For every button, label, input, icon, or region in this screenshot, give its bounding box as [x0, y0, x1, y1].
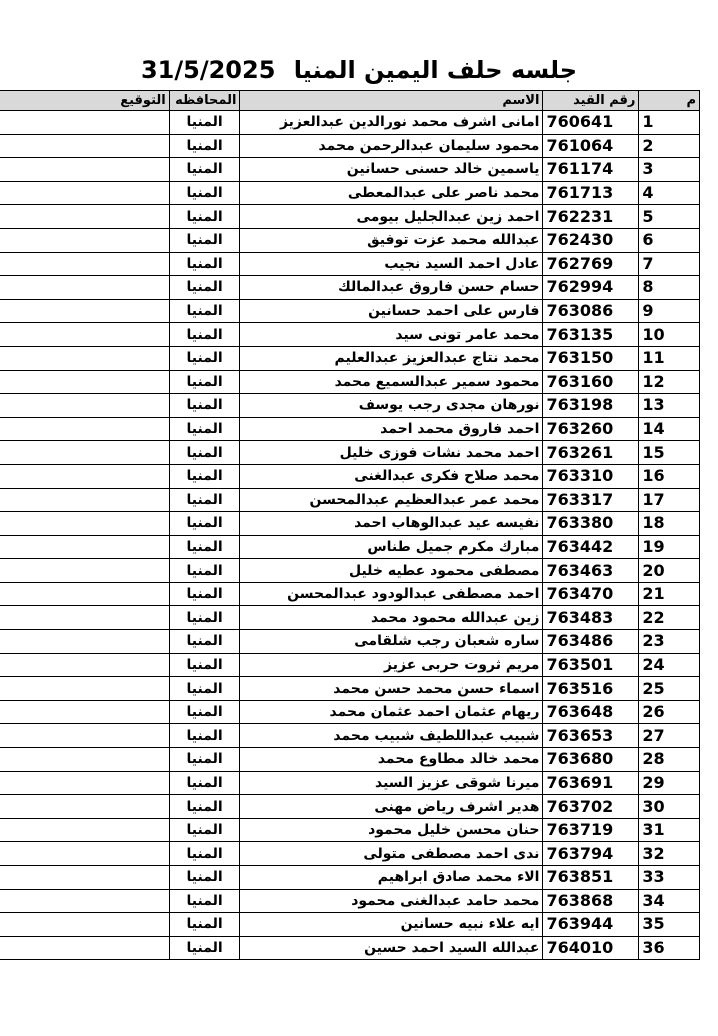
table-row	[0, 771, 700, 795]
row-signature	[0, 323, 169, 347]
table-row	[0, 724, 700, 748]
row-signature	[0, 748, 169, 772]
row-registration-number: 763944	[543, 913, 639, 937]
row-name: زين عبدالله محمود محمد	[240, 606, 543, 630]
row-registration-number: 763648	[543, 700, 639, 724]
row-signature	[0, 488, 169, 512]
row-name: محمود سمير عبدالسميع محمد	[240, 370, 543, 394]
row-number: 24	[639, 653, 700, 677]
row-number: 1	[639, 111, 700, 135]
row-name: محمد ناصر على عبدالمعطى	[240, 181, 543, 205]
row-signature	[0, 134, 169, 158]
row-registration-number: 763198	[543, 394, 639, 418]
row-signature	[0, 818, 169, 842]
row-name: شبيب عبداللطيف شبيب محمد	[240, 724, 543, 748]
row-number: 22	[639, 606, 700, 630]
row-governorate: المنيا	[169, 913, 240, 937]
row-signature	[0, 228, 169, 252]
row-governorate: المنيا	[169, 441, 240, 465]
row-governorate: المنيا	[169, 252, 240, 276]
row-governorate: المنيا	[169, 346, 240, 370]
row-number: 4	[639, 181, 700, 205]
row-signature	[0, 771, 169, 795]
row-number: 5	[639, 205, 700, 229]
table-row	[0, 276, 700, 300]
row-signature	[0, 889, 169, 913]
row-registration-number: 763160	[543, 370, 639, 394]
table-row	[0, 748, 700, 772]
row-registration-number: 764010	[543, 936, 639, 960]
row-number: 17	[639, 488, 700, 512]
table-row	[0, 795, 700, 819]
row-signature	[0, 205, 169, 229]
row-governorate: المنيا	[169, 677, 240, 701]
row-signature	[0, 346, 169, 370]
row-registration-number: 761174	[543, 158, 639, 182]
row-registration-number: 763463	[543, 559, 639, 583]
row-registration-number: 763851	[543, 866, 639, 890]
row-number: 28	[639, 748, 700, 772]
table-row	[0, 441, 700, 465]
table-row	[0, 559, 700, 583]
row-number: 3	[639, 158, 700, 182]
row-number: 32	[639, 842, 700, 866]
table-row	[0, 866, 700, 890]
row-signature	[0, 866, 169, 890]
row-signature	[0, 630, 169, 654]
row-governorate: المنيا	[169, 936, 240, 960]
row-registration-number: 762430	[543, 228, 639, 252]
row-registration-number: 763691	[543, 771, 639, 795]
row-registration-number: 763702	[543, 795, 639, 819]
page-title-wrap	[141, 52, 577, 88]
table-row	[0, 370, 700, 394]
row-governorate: المنيا	[169, 323, 240, 347]
row-governorate: المنيا	[169, 818, 240, 842]
row-name: ندى احمد مصطفى متولى	[240, 842, 543, 866]
row-name: ياسمين خالد حسنى حسانين	[240, 158, 543, 182]
row-signature	[0, 913, 169, 937]
row-governorate: المنيا	[169, 771, 240, 795]
table-row	[0, 653, 700, 677]
row-signature	[0, 512, 169, 536]
row-number: 15	[639, 441, 700, 465]
row-signature	[0, 606, 169, 630]
row-number: 34	[639, 889, 700, 913]
row-signature	[0, 464, 169, 488]
row-name: عبدالله السيد احمد حسين	[240, 936, 543, 960]
row-number: 12	[639, 370, 700, 394]
row-governorate: المنيا	[169, 111, 240, 135]
row-number: 13	[639, 394, 700, 418]
row-registration-number: 763653	[543, 724, 639, 748]
row-governorate: المنيا	[169, 181, 240, 205]
row-governorate: المنيا	[169, 158, 240, 182]
row-name: مصطفى محمود عطيه خليل	[240, 559, 543, 583]
row-name: فارس على احمد حسانين	[240, 299, 543, 323]
row-name: اسماء حسن محمد حسن محمد	[240, 677, 543, 701]
row-registration-number: 762994	[543, 276, 639, 300]
row-name: محمد صلاح فكرى عبدالغنى	[240, 464, 543, 488]
row-name: هدير اشرف رياض مهنى	[240, 795, 543, 819]
row-registration-number: 763719	[543, 818, 639, 842]
oath-session-table	[0, 90, 700, 960]
row-governorate: المنيا	[169, 488, 240, 512]
row-number: 27	[639, 724, 700, 748]
row-registration-number: 763442	[543, 535, 639, 559]
row-governorate: المنيا	[169, 370, 240, 394]
header-name: الاسم	[240, 91, 543, 111]
table-row	[0, 535, 700, 559]
row-signature	[0, 582, 169, 606]
page-title-text: جلسه حلف اليمين المنيا	[293, 56, 578, 84]
row-name: امانى اشرف محمد نورالدين عبدالعزيز	[240, 111, 543, 135]
row-governorate: المنيا	[169, 653, 240, 677]
row-governorate: المنيا	[169, 512, 240, 536]
row-name: ميرنا شوقى عزيز السيد	[240, 771, 543, 795]
row-number: 18	[639, 512, 700, 536]
row-name: عادل احمد السيد نجيب	[240, 252, 543, 276]
row-governorate: المنيا	[169, 842, 240, 866]
row-signature	[0, 842, 169, 866]
table-row	[0, 630, 700, 654]
row-registration-number: 761064	[543, 134, 639, 158]
row-signature	[0, 276, 169, 300]
row-signature	[0, 181, 169, 205]
row-registration-number: 763260	[543, 417, 639, 441]
row-number: 36	[639, 936, 700, 960]
row-governorate: المنيا	[169, 228, 240, 252]
table-row	[0, 700, 700, 724]
table-row	[0, 299, 700, 323]
table-header-row	[0, 91, 700, 111]
row-registration-number: 763086	[543, 299, 639, 323]
row-number: 8	[639, 276, 700, 300]
row-number: 6	[639, 228, 700, 252]
row-signature	[0, 653, 169, 677]
row-name: محمد عامر تونى سيد	[240, 323, 543, 347]
page-title-date: 31/5/2025	[140, 56, 276, 84]
table-body	[0, 111, 700, 960]
row-signature	[0, 795, 169, 819]
table-row	[0, 889, 700, 913]
row-number: 25	[639, 677, 700, 701]
row-number: 16	[639, 464, 700, 488]
row-signature	[0, 417, 169, 441]
row-registration-number: 763150	[543, 346, 639, 370]
row-governorate: المنيا	[169, 134, 240, 158]
row-governorate: المنيا	[169, 559, 240, 583]
row-number: 10	[639, 323, 700, 347]
table-row	[0, 417, 700, 441]
row-name: محمد نتاج عبدالعزيز عبدالعليم	[240, 346, 543, 370]
row-name: احمد زين عبدالجليل بيومى	[240, 205, 543, 229]
row-number: 11	[639, 346, 700, 370]
row-name: حنان محسن خليل محمود	[240, 818, 543, 842]
row-signature	[0, 252, 169, 276]
row-signature	[0, 441, 169, 465]
page-title	[0, 52, 718, 88]
row-number: 33	[639, 866, 700, 890]
row-number: 14	[639, 417, 700, 441]
row-registration-number: 763135	[543, 323, 639, 347]
table-row	[0, 111, 700, 135]
row-signature	[0, 559, 169, 583]
row-registration-number: 763470	[543, 582, 639, 606]
row-registration-number: 763868	[543, 889, 639, 913]
table-row	[0, 228, 700, 252]
row-name: محمود سليمان عبدالرحمن محمد	[240, 134, 543, 158]
table-row	[0, 842, 700, 866]
row-number: 35	[639, 913, 700, 937]
row-registration-number: 760641	[543, 111, 639, 135]
table-row	[0, 606, 700, 630]
row-name: محمد خالد مطاوع محمد	[240, 748, 543, 772]
table-row	[0, 464, 700, 488]
row-registration-number: 763310	[543, 464, 639, 488]
table-row	[0, 158, 700, 182]
table-row	[0, 346, 700, 370]
row-governorate: المنيا	[169, 582, 240, 606]
row-name: الاء محمد صادق ابراهيم	[240, 866, 543, 890]
row-registration-number: 763483	[543, 606, 639, 630]
table-row	[0, 936, 700, 960]
row-number: 7	[639, 252, 700, 276]
table-row	[0, 205, 700, 229]
row-governorate: المنيا	[169, 700, 240, 724]
row-name: ريهام عثمان احمد عثمان محمد	[240, 700, 543, 724]
table-row	[0, 394, 700, 418]
row-signature	[0, 535, 169, 559]
row-name: ايه علاء نبيه حسانين	[240, 913, 543, 937]
row-registration-number: 763486	[543, 630, 639, 654]
row-name: مبارك مكرم جميل طناس	[240, 535, 543, 559]
row-governorate: المنيا	[169, 795, 240, 819]
row-number: 23	[639, 630, 700, 654]
row-name: محمد حامد عبدالغنى محمود	[240, 889, 543, 913]
row-governorate: المنيا	[169, 299, 240, 323]
row-number: 20	[639, 559, 700, 583]
row-governorate: المنيا	[169, 866, 240, 890]
header-gov: المحافظه	[169, 91, 240, 111]
header-reg: رقم القيد	[543, 91, 639, 111]
row-registration-number: 761713	[543, 181, 639, 205]
header-num: م	[639, 91, 700, 111]
row-number: 30	[639, 795, 700, 819]
row-governorate: المنيا	[169, 630, 240, 654]
table-row	[0, 913, 700, 937]
table-row	[0, 134, 700, 158]
row-name: عبدالله محمد عزت توفيق	[240, 228, 543, 252]
row-signature	[0, 724, 169, 748]
row-governorate: المنيا	[169, 394, 240, 418]
row-registration-number: 763501	[543, 653, 639, 677]
row-registration-number: 762231	[543, 205, 639, 229]
row-signature	[0, 700, 169, 724]
row-registration-number: 763516	[543, 677, 639, 701]
row-number: 31	[639, 818, 700, 842]
row-number: 26	[639, 700, 700, 724]
row-name: احمد مصطفى عبدالودود عبدالمحسن	[240, 582, 543, 606]
row-governorate: المنيا	[169, 606, 240, 630]
header-sig: التوقيع	[0, 91, 169, 111]
row-name: حسام حسن فاروق عبدالمالك	[240, 276, 543, 300]
row-registration-number: 763317	[543, 488, 639, 512]
row-name: ساره شعبان رجب شلقامى	[240, 630, 543, 654]
row-number: 9	[639, 299, 700, 323]
row-number: 19	[639, 535, 700, 559]
row-registration-number: 763794	[543, 842, 639, 866]
table-row	[0, 818, 700, 842]
row-number: 2	[639, 134, 700, 158]
table-row	[0, 181, 700, 205]
table-row	[0, 488, 700, 512]
row-name: نورهان مجدى رجب يوسف	[240, 394, 543, 418]
row-registration-number: 762769	[543, 252, 639, 276]
row-registration-number: 763680	[543, 748, 639, 772]
row-signature	[0, 370, 169, 394]
table-row	[0, 323, 700, 347]
table-row	[0, 512, 700, 536]
row-registration-number: 763261	[543, 441, 639, 465]
row-governorate: المنيا	[169, 748, 240, 772]
row-governorate: المنيا	[169, 724, 240, 748]
row-signature	[0, 158, 169, 182]
row-signature	[0, 936, 169, 960]
row-governorate: المنيا	[169, 205, 240, 229]
row-signature	[0, 111, 169, 135]
row-name: نفيسه عيد عبدالوهاب احمد	[240, 512, 543, 536]
row-signature	[0, 677, 169, 701]
row-governorate: المنيا	[169, 417, 240, 441]
row-number: 29	[639, 771, 700, 795]
row-name: مريم ثروت حربى عزيز	[240, 653, 543, 677]
row-name: احمد محمد نشات فوزى خليل	[240, 441, 543, 465]
row-governorate: المنيا	[169, 464, 240, 488]
row-signature	[0, 394, 169, 418]
row-signature	[0, 299, 169, 323]
row-registration-number: 763380	[543, 512, 639, 536]
table-row	[0, 582, 700, 606]
row-governorate: المنيا	[169, 276, 240, 300]
table-row	[0, 252, 700, 276]
row-name: احمد فاروق محمد احمد	[240, 417, 543, 441]
row-governorate: المنيا	[169, 889, 240, 913]
row-governorate: المنيا	[169, 535, 240, 559]
table-row	[0, 677, 700, 701]
row-name: محمد عمر عبدالعظيم عبدالمحسن	[240, 488, 543, 512]
row-number: 21	[639, 582, 700, 606]
